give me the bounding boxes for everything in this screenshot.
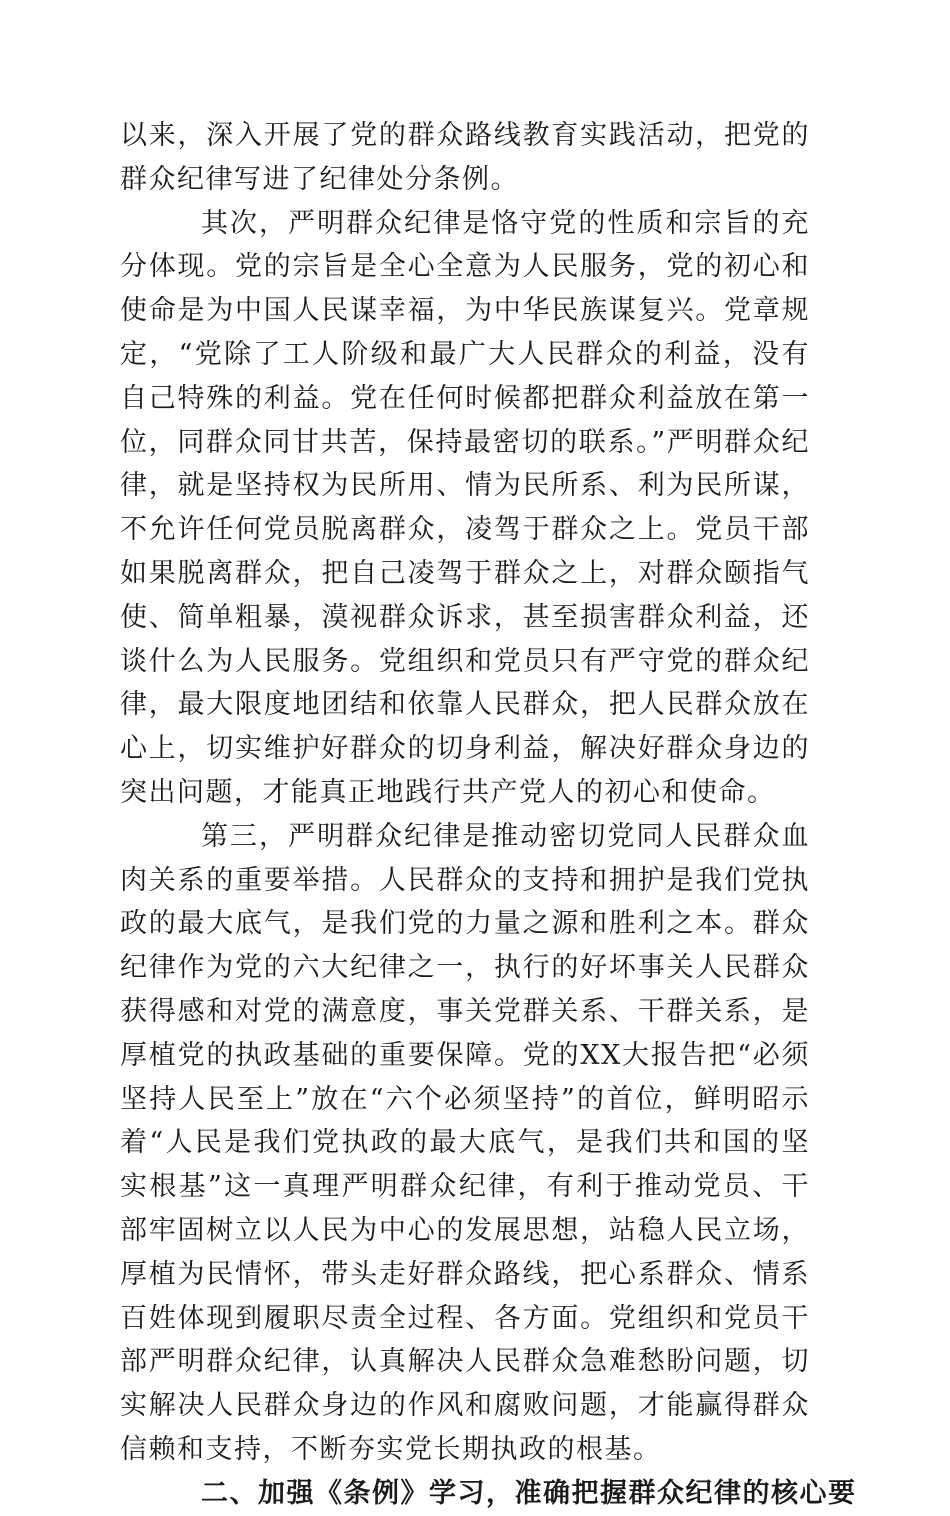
paragraph-continued: 以来，深入开展了党的群众路线教育实践活动，把党的群众纪律写进了纪律处分条例。 [120, 120, 810, 195]
paragraph-third-point: 第三，严明群众纪律是推动密切党同人民群众血肉关系的重要举措。人民群众的支持和拥护是我们党执政的最大底气，是我们党的力量之源和胜利之本。群众纪律作为党的六大纪律之一，执行的好坏事关人民群众获得感和对党的满意度，事关党群关系、干群关系，是厚植党的执政基础的重要保障。党的XX大报告把“必须坚持人民至上”放在“六个必须坚持”的首位，鲜明昭示着“人民是我们党执政的最大底气，是我们共和国的坚实根基”这一真理严明群众纪律，有利于推动党员、干部牢固树立以人民为中心的发展思想，站稳人民立场，厚植为民情怀，带头走好群众路线，把心系群众、情系百姓体现到履职尽责全过程、各方面。党组织和党员干部严明群众纪律，认真解决人民群众急难愁盼问题，切实解决人民群众身边的作风和腐败问题，才能赢得群众信赖和支持，不断夯实党长期执政的根基。 [120, 820, 810, 1465]
paragraph-second-point: 其次，严明群众纪律是恪守党的性质和宗旨的充分体现。党的宗旨是全心全意为人民服务，党的初心和使命是为中国人民谋幸福，为中华民族谋复兴。党章规定，“党除了工人阶级和最广大人民群众的利益，没有自己特殊的利益。党在任何时候都把群众利益放在第一位，同群众同甘共苦，保持最密切的联系。”严明群众纪律，就是坚持权为民所用、情为民所系、利为民所谋，不允许任何党员脱离群众，凌驾于群众之上。党员干部如果脱离群众，把自己凌驾于群众之上，对群众颐指气使、简单粗暴，漠视群众诉求，甚至损害群众利益，还谈什么为人民服务。党组织和党员只有严守党的群众纪律，最大限度地团结和依靠人民群众，把人民群众放在心上，切实维护好群众的切身利益，解决好群众身边的突出问题，才能真正地践行共产党人的初心和使命。 [120, 207, 810, 808]
section-heading: 二、加强《条例》学习，准确把握群众纪律的核心要 [201, 1477, 857, 1509]
document-body [120, 114, 857, 1516]
